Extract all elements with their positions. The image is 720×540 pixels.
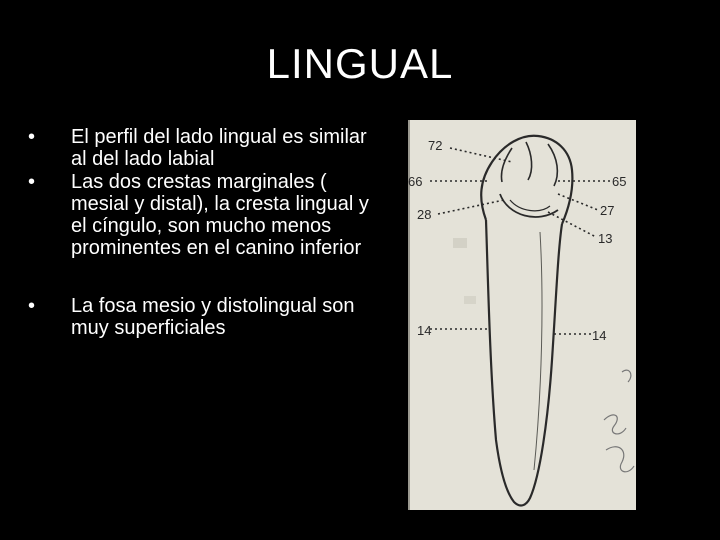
paper-stain (453, 238, 467, 248)
paper-background (408, 120, 636, 510)
label-14-left: 14 (417, 323, 432, 338)
slide-title: LINGUAL (266, 40, 454, 87)
label-27: 27 (600, 203, 615, 218)
bullet-marker: • (28, 126, 36, 148)
label-72: 72 (428, 138, 443, 153)
bullet-item (28, 126, 378, 170)
bullet-list (28, 126, 378, 339)
bullet-text: La fosa mesio y distolingual son muy superficiales (71, 295, 355, 339)
label-65: 65 (612, 174, 627, 189)
bullet-marker: • (28, 295, 36, 317)
tooth-lingual-drawing (408, 120, 636, 510)
label-14-right: 14 (592, 328, 607, 343)
label-66: 66 (408, 174, 423, 189)
bullet-marker: • (28, 171, 36, 193)
label-28: 28 (417, 207, 432, 222)
bullet-text: Las dos crestas marginales ( mesial y distal), la cresta lingual y el cíngulo, son mucho menos prominentes en el canino inferior (71, 171, 369, 259)
tooth-svg (408, 120, 636, 510)
paper-stain (464, 296, 476, 304)
bullet-item (28, 295, 378, 339)
bullet-text: El perfil del lado lingual es similar al del lado labial (71, 126, 367, 170)
label-13: 13 (598, 231, 613, 246)
bullet-item (28, 171, 378, 259)
